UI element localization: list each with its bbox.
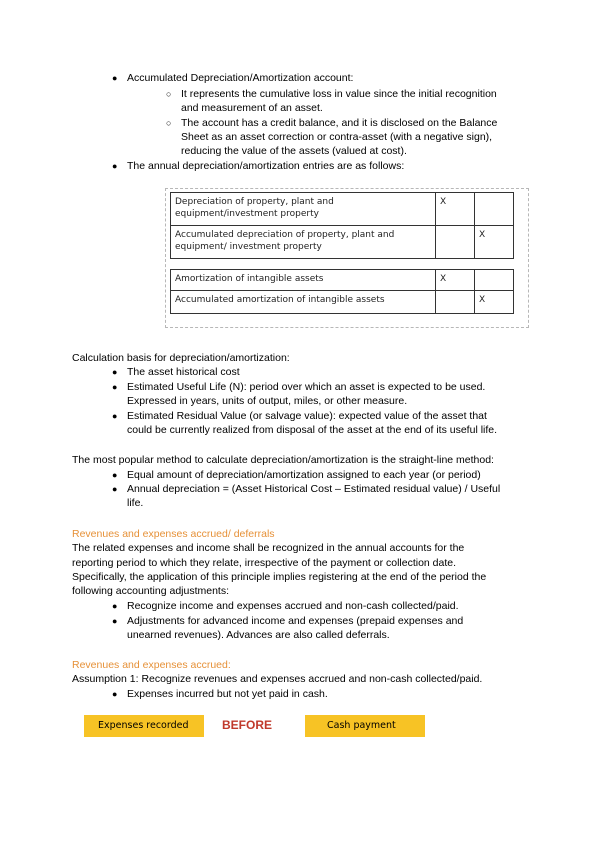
debit-cell: X bbox=[436, 193, 475, 226]
table-row bbox=[171, 193, 514, 226]
account-name: equipment/ investment property bbox=[175, 242, 322, 252]
credit-cell bbox=[475, 270, 514, 291]
bullet-text: The asset historical cost bbox=[127, 366, 240, 378]
bullet-dot: ● bbox=[112, 616, 118, 626]
table-row bbox=[171, 270, 514, 291]
bullet-text: unearned revenues). Advances are also called deferrals. bbox=[127, 629, 390, 641]
bullet-dot: ● bbox=[112, 689, 118, 699]
cash-payment-box: Cash payment bbox=[305, 715, 425, 737]
section-heading: Revenues and expenses accrued/ deferrals bbox=[72, 528, 275, 540]
sub-bullet-circle: ○ bbox=[166, 118, 172, 128]
bullet-text: The annual depreciation/amortization entries are as follows: bbox=[127, 160, 405, 172]
paragraph: Assumption 1: Recognize revenues and expenses accrued and non-cash collected/paid. bbox=[72, 673, 483, 685]
paragraph: reporting period to which they relate, irrespective of the payment or collection date. bbox=[72, 557, 457, 569]
bullet-dot: ● bbox=[112, 601, 118, 611]
bullet-text: Recognize income and expenses accrued and non-cash collected/paid. bbox=[127, 600, 459, 612]
amortization-entry-table bbox=[170, 269, 514, 314]
bullet-text: Expenses incurred but not yet paid in cash. bbox=[127, 688, 328, 700]
sub-bullet-text: reducing the value of the assets (valued at cost). bbox=[181, 145, 407, 157]
sub-bullet-circle: ○ bbox=[166, 89, 172, 99]
sub-bullet-text: and measurement of an asset. bbox=[181, 102, 323, 114]
sub-bullet-text: Sheet as an asset correction or contra-asset (with a negative sign), bbox=[181, 131, 493, 143]
bullet-text: life. bbox=[127, 497, 144, 509]
paragraph: following accounting adjustments: bbox=[72, 585, 230, 597]
credit-cell bbox=[475, 193, 514, 226]
bullet-dot: ● bbox=[112, 161, 118, 171]
table-row bbox=[171, 226, 514, 259]
table-row bbox=[171, 291, 514, 314]
bullet-text: Estimated Residual Value (or salvage value): expected value of the asset that bbox=[127, 410, 487, 422]
credit-cell: X bbox=[475, 226, 514, 259]
bullet-dot: ● bbox=[112, 411, 118, 421]
paragraph: The related expenses and income shall be recognized in the annual accounts for the bbox=[72, 542, 465, 554]
debit-cell bbox=[436, 291, 475, 314]
bullet-text: Annual depreciation = (Asset Historical Cost – Estimated residual value) / Useful bbox=[127, 483, 501, 495]
debit-cell: X bbox=[436, 270, 475, 291]
paragraph: Specifically, the application of this principle implies registering at the end of the period the bbox=[72, 571, 487, 583]
sub-bullet-text: It represents the cumulative loss in value since the initial recognition bbox=[181, 88, 497, 100]
credit-cell: X bbox=[475, 291, 514, 314]
bullet-text: could be currently realized from disposal of the asset at the end of its useful life. bbox=[127, 424, 498, 436]
bullet-text: Accumulated Depreciation/Amortization account: bbox=[127, 72, 354, 84]
bullet-dot: ● bbox=[112, 484, 118, 494]
account-name: Accumulated depreciation of property, plant and bbox=[175, 230, 395, 240]
account-name: Depreciation of property, plant and bbox=[175, 197, 334, 207]
debit-cell bbox=[436, 226, 475, 259]
bullet-dot: ● bbox=[112, 367, 118, 377]
bullet-dot: ● bbox=[112, 382, 118, 392]
before-label: BEFORE bbox=[222, 718, 273, 732]
expenses-recorded-box: Expenses recorded bbox=[84, 715, 204, 737]
bullet-dot: ● bbox=[112, 73, 118, 83]
paragraph: Calculation basis for depreciation/amortization: bbox=[72, 352, 290, 364]
account-name: Accumulated amortization of intangible assets bbox=[171, 291, 436, 314]
sub-bullet-text: The account has a credit balance, and it is disclosed on the Balance bbox=[181, 117, 498, 129]
account-name: equipment/investment property bbox=[175, 209, 319, 219]
bullet-text: Estimated Useful Life (N): period over which an asset is expected to be used. bbox=[127, 381, 486, 393]
journal-entries-figure bbox=[165, 188, 529, 328]
bullet-dot: ● bbox=[112, 470, 118, 480]
paragraph: The most popular method to calculate depreciation/amortization is the straight-line method: bbox=[72, 454, 494, 466]
depreciation-entry-table bbox=[170, 192, 514, 259]
section-heading: Revenues and expenses accrued: bbox=[72, 659, 231, 671]
bullet-text: Adjustments for advanced income and expenses (prepaid expenses and bbox=[127, 615, 464, 627]
bullet-text: Equal amount of depreciation/amortization assigned to each year (or period) bbox=[127, 469, 481, 481]
bullet-text: Expressed in years, units of output, miles, or other measure. bbox=[127, 395, 408, 407]
account-name: Amortization of intangible assets bbox=[171, 270, 436, 291]
